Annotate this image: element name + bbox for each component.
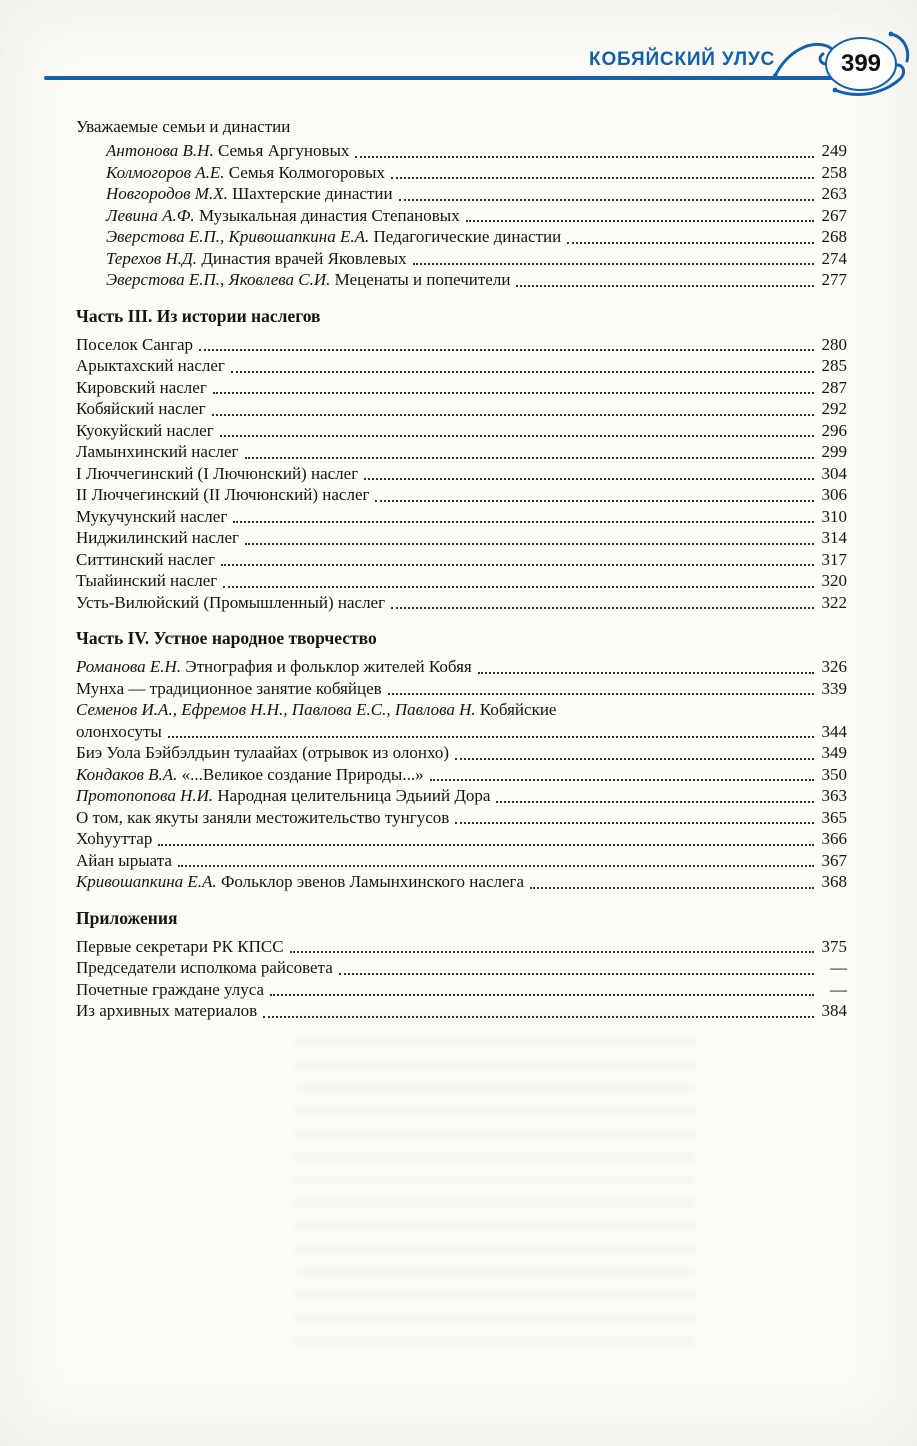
toc-entry	[76, 570, 847, 592]
toc-entry-title: Ниджилинский наслег	[76, 528, 239, 547]
toc-entry-text	[106, 183, 393, 205]
toc-entry	[76, 398, 847, 420]
toc-entry-title: «...Великое создание Природы...»	[181, 764, 424, 784]
section-entries	[76, 140, 847, 291]
dot-leader	[231, 371, 814, 373]
toc-entry-page: 258	[821, 162, 847, 182]
dot-leader	[213, 392, 814, 394]
toc-entry	[76, 355, 847, 377]
page-number-ornament	[773, 24, 913, 102]
toc-entry	[76, 527, 847, 549]
toc-entry	[76, 506, 847, 528]
toc-entry-page: 280	[821, 334, 847, 354]
toc-entry-title: Народная целительница Эдьиий Дора	[217, 786, 491, 805]
dot-leader	[364, 478, 814, 480]
dot-leader	[158, 844, 814, 846]
toc-entry	[76, 1000, 847, 1022]
toc-entry-title: I Люччегинский (I Лючюнский) наслег	[76, 463, 359, 483]
toc-entry-page: 267	[821, 205, 847, 225]
dot-leader	[496, 801, 814, 803]
toc-entry-page: 310	[821, 506, 847, 526]
section-entries	[76, 334, 847, 614]
toc-entry-page: 285	[821, 356, 847, 375]
toc-entry-text	[76, 678, 382, 700]
toc-entry-title: Шахтерские династии	[232, 184, 393, 203]
toc-entry-title: Династия врачей Яковлевых	[201, 248, 407, 268]
toc-entry-text	[106, 140, 349, 162]
dot-leader	[178, 865, 814, 867]
toc-entry-page: 299	[821, 442, 847, 461]
toc-entry-page: 322	[821, 592, 847, 612]
toc-entry-page: 263	[821, 184, 847, 203]
toc-entry-page: 367	[821, 850, 847, 870]
toc-entry-page: 365	[821, 807, 847, 827]
toc-entry-text	[76, 871, 524, 893]
toc-entry-page: 375	[821, 936, 847, 956]
toc-entry	[76, 742, 847, 764]
toc-entry-page: 349	[821, 743, 847, 762]
toc-section	[76, 305, 847, 614]
toc-entry-page: 366	[821, 829, 847, 848]
toc-entry-page: 304	[821, 463, 847, 483]
toc-entry-title: Музыкальная династия Степановых	[198, 205, 460, 225]
toc-entry-text	[76, 785, 490, 807]
toc-entry-title: Айан ырыата	[76, 850, 172, 870]
toc-entry	[76, 377, 847, 399]
toc-entry-text	[106, 205, 460, 227]
toc-entry-author: Терехов Н.Д.	[106, 248, 202, 268]
toc-entry-text	[76, 656, 472, 678]
toc-entry-title: Хоһууттар	[76, 829, 153, 848]
toc-entry-page: 344	[821, 721, 847, 741]
toc-entry	[76, 957, 847, 979]
dot-leader	[430, 779, 814, 781]
toc-entry-page: —	[830, 979, 847, 999]
page-bleedthrough	[295, 1015, 695, 1355]
toc-entry-text	[76, 742, 449, 764]
toc-entry-text	[76, 850, 172, 872]
dot-leader	[263, 1016, 814, 1018]
toc-entry-title: Мукучунский наслег	[76, 506, 228, 526]
toc-entry-author: Новгородов М.Х.	[106, 184, 233, 203]
toc-entry-page: 320	[821, 571, 847, 590]
toc-entry-text	[76, 398, 206, 420]
dot-leader	[212, 414, 814, 416]
toc-entry-title: Ситтинский наслег	[76, 549, 215, 569]
toc-entry	[76, 678, 847, 700]
dot-leader	[455, 822, 814, 824]
dot-leader	[375, 500, 814, 502]
toc-entry-title: Кировский наслег	[76, 377, 207, 397]
toc-entry-page: 350	[821, 764, 847, 784]
toc-entry-title: Мунха — традиционное занятие кобяйцев	[76, 678, 382, 698]
dot-leader	[339, 973, 814, 975]
toc-entry-title: Куокуйский наслег	[76, 420, 214, 440]
toc-entry	[76, 871, 847, 893]
toc-entry-page: 326	[821, 657, 847, 676]
toc-entry	[76, 656, 847, 678]
toc-entry-title: Биэ Уола Бэйбэлдьин тулаайах (отрывок из олонхо)	[76, 743, 449, 762]
toc-entry	[76, 699, 847, 721]
toc-entry-author: Антонова В.Н.	[106, 141, 218, 160]
toc-entry	[76, 592, 847, 614]
toc-entry-title: Фольклор эвенов Ламынхинского наслега	[220, 872, 525, 891]
toc-entry-text	[76, 1000, 257, 1022]
toc-entry-title: Усть-Вилюйский (Промышленный) наслег	[76, 592, 386, 612]
toc-section	[76, 907, 847, 1022]
toc-entry	[76, 549, 847, 571]
toc-entry-title: Председатели исполкома райсовета	[76, 958, 333, 977]
toc-entry	[76, 828, 847, 850]
toc-entry-text	[76, 506, 227, 528]
toc-entry-text	[76, 807, 449, 829]
toc-entry-author: Эверстова Е.П., Яковлева С.И.	[106, 270, 335, 289]
toc-entry-page: 292	[821, 399, 847, 418]
section-heading: Приложения	[76, 907, 178, 928]
toc-entry	[76, 183, 847, 205]
toc-entry-title: Этнография и фольклор жителей Кобяя	[185, 657, 472, 676]
dot-leader	[455, 758, 814, 760]
toc-entry-title: Первые секретари РК КПСС	[76, 936, 284, 956]
toc-entry-title: Кобяйские	[479, 700, 557, 719]
dot-leader	[388, 693, 814, 695]
toc-entry-text	[76, 979, 264, 1001]
toc-entry-text	[76, 592, 385, 614]
toc-entry-title: Меценаты и попечители	[334, 270, 511, 289]
toc-entry-text	[76, 764, 424, 786]
dot-leader	[516, 285, 814, 287]
toc-entry	[76, 785, 847, 807]
toc-entry-text	[76, 463, 358, 485]
page-number: 399	[840, 50, 882, 77]
toc-entry-text	[76, 334, 193, 356]
toc-entry-author: Левина А.Ф.	[106, 205, 199, 225]
toc-entry	[76, 721, 847, 743]
toc-entry-text	[76, 828, 152, 850]
toc-entry-page: 384	[821, 1001, 847, 1020]
dot-leader	[567, 242, 814, 244]
toc-entry-text	[106, 162, 385, 184]
toc-entry	[76, 248, 847, 270]
toc-entry	[76, 463, 847, 485]
toc-entry-text	[76, 355, 225, 377]
toc-entry-text	[76, 549, 215, 571]
toc-entry-title: Арыктахский наслег	[76, 356, 225, 375]
dot-leader	[355, 156, 814, 158]
toc-entry-text	[76, 377, 207, 399]
toc-entry-author: Семенов И.А., Ефремов Н.Н., Павлова Е.С., Павлова Н.	[76, 700, 480, 719]
dot-leader	[466, 220, 814, 222]
toc-entry-page: 274	[821, 248, 847, 268]
toc-entry	[76, 936, 847, 958]
toc-section	[76, 627, 847, 893]
dot-leader	[220, 435, 814, 437]
dot-leader	[233, 521, 814, 523]
toc-entry-title: Кобяйский наслег	[76, 399, 206, 418]
dot-leader	[478, 672, 814, 674]
toc-entry-text	[76, 484, 369, 506]
toc-entry-title: Тыайинский наслег	[76, 571, 218, 590]
toc-entry-author: Эверстова Е.П., Кривошапкина Е.А.	[106, 227, 374, 246]
toc-entry-text	[76, 527, 239, 549]
toc-entry	[76, 850, 847, 872]
toc-entry-page: 339	[821, 678, 847, 698]
toc-entry	[76, 420, 847, 442]
toc-entry	[76, 334, 847, 356]
toc-entry-author: Колмогоров А.Е.	[106, 162, 229, 182]
toc-entry-title: О том, как якуты заняли местожительство тунгусов	[76, 807, 450, 827]
toc-entry	[76, 140, 847, 162]
dot-leader	[290, 951, 814, 953]
toc-entry-author: Кондаков В.А.	[76, 764, 182, 784]
toc-entry-author: Кривошапкина Е.А.	[76, 872, 221, 891]
section-entries	[76, 936, 847, 1022]
toc-entry-title: Ламынхинский наслег	[76, 442, 239, 461]
dot-leader	[530, 887, 814, 889]
toc-entry-text	[76, 699, 556, 721]
toc-entry-text	[76, 721, 162, 743]
toc-entry-author: Романова Е.Н.	[76, 657, 186, 676]
running-header-title: КОБЯЙСКИЙ УЛУС	[589, 49, 775, 70]
toc-entry-title: Поселок Сангар	[76, 334, 193, 354]
header-rule	[44, 76, 877, 80]
dot-leader	[399, 199, 814, 201]
toc-entry-page: 317	[821, 549, 847, 569]
toc-entry-page: 277	[821, 270, 847, 289]
section-heading: Часть IV. Устное народное творчество	[76, 628, 377, 648]
dot-leader	[221, 564, 814, 566]
dot-leader	[199, 349, 814, 351]
toc-entry-title: олонхосуты	[76, 721, 162, 741]
toc-entry-page: 268	[821, 227, 847, 246]
dot-leader	[413, 263, 814, 265]
table-of-contents	[0, 116, 917, 1022]
section-heading: Часть III. Из истории наслегов	[76, 305, 321, 326]
toc-section	[76, 116, 847, 291]
toc-entry-text	[106, 226, 561, 248]
toc-entry	[76, 162, 847, 184]
toc-entry-text	[106, 248, 407, 270]
toc-entry	[76, 979, 847, 1001]
toc-entry-text	[76, 420, 214, 442]
dot-leader	[245, 457, 815, 459]
dot-leader	[391, 177, 814, 179]
toc-entry-text	[76, 957, 333, 979]
toc-entry-title: Семья Аргуновых	[217, 141, 350, 160]
toc-entry-page: 363	[821, 786, 847, 805]
toc-entry-text	[106, 269, 510, 291]
toc-entry	[76, 226, 847, 248]
toc-entry	[76, 484, 847, 506]
toc-entry-title: Семья Колмогоровых	[228, 162, 385, 182]
toc-entry-text	[76, 936, 284, 958]
toc-entry-page: 249	[821, 141, 847, 160]
toc-entry-page: 296	[821, 420, 847, 440]
dot-leader	[245, 543, 814, 545]
toc-entry-page: 306	[821, 485, 847, 504]
toc-entry-page: 314	[821, 528, 847, 547]
toc-entry	[76, 441, 847, 463]
toc-entry	[76, 807, 847, 829]
toc-entry-title: II Люччегинский (II Лючюнский) наслег	[76, 485, 370, 504]
toc-entry	[76, 269, 847, 291]
toc-entry-title: Педагогические династии	[373, 227, 562, 246]
toc-entry-author: Протопопова Н.И.	[76, 786, 218, 805]
toc-entry-title: Почетные граждане улуса	[76, 979, 265, 999]
toc-entry-page: —	[830, 958, 847, 977]
toc-entry	[76, 764, 847, 786]
toc-entry-text	[76, 441, 239, 463]
toc-entry	[76, 205, 847, 227]
dot-leader	[168, 736, 814, 738]
dot-leader	[270, 994, 814, 996]
toc-entry-page: 287	[821, 377, 847, 397]
toc-entry-title: Из архивных материалов	[76, 1001, 258, 1020]
toc-entry-text	[76, 570, 217, 592]
dot-leader	[391, 607, 814, 609]
section-heading: Уважаемые семьи и династии	[76, 117, 291, 136]
dot-leader	[223, 586, 814, 588]
section-entries	[76, 656, 847, 893]
toc-entry-page: 368	[821, 872, 847, 891]
